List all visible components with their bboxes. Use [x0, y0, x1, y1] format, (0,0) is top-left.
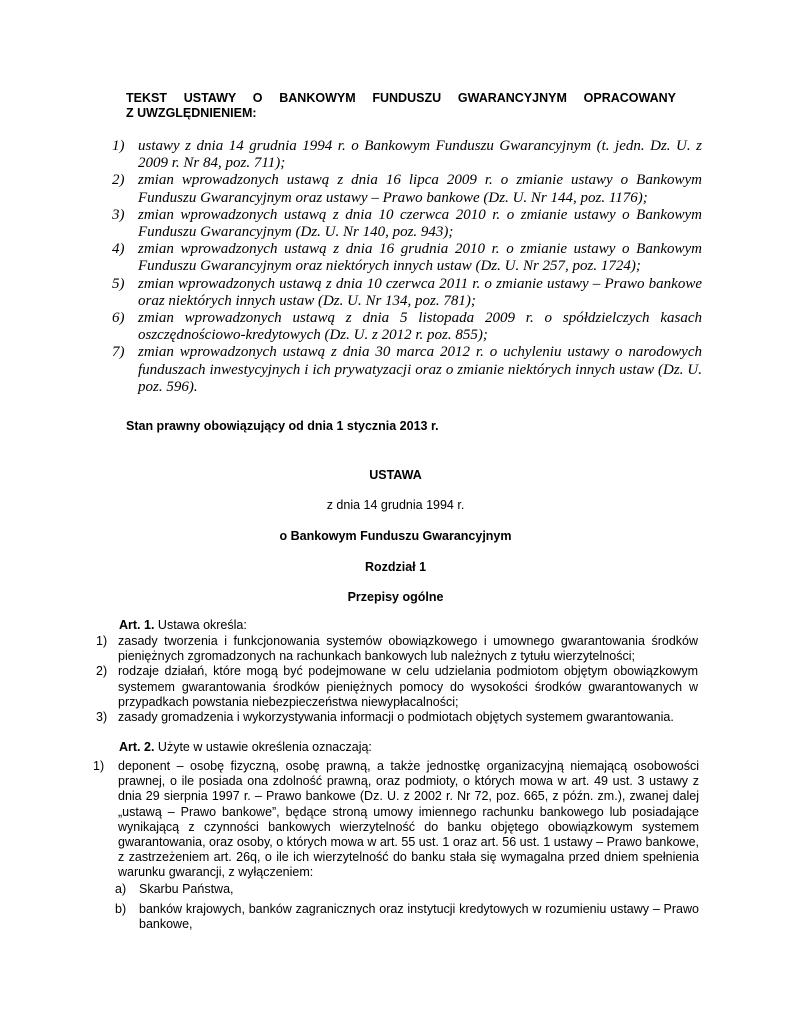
chapter-title: Przepisy ogólne [347, 590, 444, 604]
chapter-number: Rozdział 1 [364, 560, 427, 574]
article-2-intro-text: Użyte w ustawie określenia oznaczają: [154, 740, 372, 754]
amendment-number: 3) [112, 206, 125, 223]
amendment-number: 4) [112, 241, 125, 258]
amendment-number: 2) [112, 172, 125, 189]
article-1-label: Art. 1. [119, 618, 155, 632]
document-header-line-2: Z UWZGLĘDNIENIEM: [126, 106, 257, 120]
article-1-item [96, 664, 698, 710]
item-text: rodzaje działań, które mogą być podejmowane w celu udzielania podmiotom objętym obowiązkowym systemem gwarantowania środków pieniężnych pomocy do wysokości środków gwarantowanych w przypadkach powstania niebezpieczeństwa niewypłacalności; [118, 664, 698, 709]
amendment-item [112, 172, 702, 206]
act-title: USTAWA [369, 468, 422, 482]
subitem-letter: b) [115, 902, 127, 916]
article-2-intro [119, 740, 372, 754]
amendment-text: zmian wprowadzonych ustawą z dnia 5 listopada 2009 r. o spółdzielczych kasach oszczędnościowo-kredytowych (Dz. U. z 2012 r. poz. 855); [138, 310, 702, 344]
legal-state-note: Stan prawny obowiązujący od dnia 1 stycznia 2013 r. [126, 419, 439, 433]
amendment-text: zmian wprowadzonych ustawą z dnia 16 grudnia 2010 r. o zmianie ustawy o Bankowym Funduszu Gwarancyjnym oraz niektórych innych ustaw (Dz. U. Nr 257, poz. 1724); [138, 241, 702, 275]
subitem-text: Skarbu Państwa, [139, 882, 234, 896]
article-1-item [96, 634, 698, 664]
article-2-subitem-b [115, 902, 699, 932]
amendment-text: zmian wprowadzonych ustawą z dnia 30 marca 2012 r. o uchyleniu ustawy o narodowych funduszach inwestycyjnych i ich prywatyzacji oraz o zmianie niektórych innych ustaw (Dz. U. poz. 596). [138, 344, 702, 395]
act-date: z dnia 14 grudnia 1994 r. [326, 498, 465, 512]
article-2-subitem [115, 882, 699, 897]
article-2-subitem-a [115, 882, 699, 897]
item-number: 3) [96, 710, 108, 725]
item-text: zasady tworzenia i funkcjonowania systemów obowiązkowego i umownego gwarantowania środków pieniężnych zgromadzonych na rachunkach bankowych lub należnych z tytułu wierzytelności; [118, 634, 698, 664]
item-text: zasady gromadzenia i wykorzystywania informacji o podmiotach objętych systemem gwarantowania. [118, 710, 674, 725]
article-1-item [96, 710, 698, 725]
article-2-subitem [115, 902, 699, 932]
article-1-list [96, 634, 698, 725]
amendment-item [112, 207, 702, 241]
amendments-list [112, 138, 702, 396]
article-1-intro [119, 618, 247, 632]
item-number: 1) [93, 759, 105, 773]
amendment-item [112, 138, 702, 172]
amendment-number: 1) [112, 138, 125, 154]
subitem-text: banków krajowych, banków zagranicznych oraz instytucji kredytowych w rozumieniu ustawy – Prawo bankowe, [139, 902, 699, 932]
amendment-number: 5) [112, 275, 125, 292]
amendment-item [112, 241, 702, 275]
amendment-item [112, 276, 702, 310]
item-text: deponent – osobę fizyczną, osobę prawną, a także jednostkę organizacyjną niemającą osobowości prawnej, o ile posiada ona zdolność prawną, oraz podmioty, o których mowa w art. 49 ust. 3 ustawy z dnia 29 sierpnia 1997 r. – Prawo bankowe (Dz. U. z 2002 r. Nr 72, poz. 665, z późn. zm.), zwanej dalej „ustawą – Prawo bankowe”, będące stroną umowy imiennego rachunku bankowego lub posiadające wynikającą z czynności bankowych wierzytelność do banku objętego obowiązkowym systemem gwarantowania, oraz osoby, o których mowa w art. 55 ust. 1 oraz art. 56 ust. 1 ustawy – Prawo bankowe, z zastrzeżeniem art. 26q, o ile ich wierzytelność do banku stała się wymagalna przed dniem spełnienia warunku gwarancji, z wyłączeniem: [118, 759, 699, 880]
subitem-letter: a) [115, 882, 127, 896]
amendment-item [112, 344, 702, 396]
article-2-label: Art. 2. [119, 740, 155, 754]
amendment-text: zmian wprowadzonych ustawą z dnia 16 lipca 2009 r. o zmianie ustawy o Bankowym Funduszu Gwarancyjnym oraz ustawy – Prawo bankowe (Dz. U. Nr 144, poz. 1176); [138, 172, 702, 206]
item-number: 1) [96, 634, 108, 648]
article-2-item [93, 759, 699, 881]
act-subject: o Bankowym Funduszu Gwarancyjnym [279, 529, 512, 543]
amendment-number: 7) [112, 344, 125, 361]
item-number: 2) [96, 664, 108, 679]
amendment-item [112, 310, 702, 344]
article-2-list [93, 759, 699, 881]
amendment-text: zmian wprowadzonych ustawą z dnia 10 czerwca 2011 r. o zmianie ustawy – Prawo bankowe oraz niektórych innych ustaw (Dz. U. Nr 134, poz. 781); [138, 275, 702, 309]
document-header-line-1: TEKST USTAWY O BANKOWYM FUNDUSZU GWARANCYJNYM OPRACOWANY [126, 91, 676, 105]
amendment-text: ustawy z dnia 14 grudnia 1994 r. o Bankowym Funduszu Gwarancyjnym (t. jedn. Dz. U. z 2009 r. Nr 84, poz. 711); [138, 138, 702, 172]
amendment-text: zmian wprowadzonych ustawą z dnia 10 czerwca 2010 r. o zmianie ustawy o Bankowym Funduszu Gwarancyjnym (Dz. U. Nr 140, poz. 943); [138, 206, 702, 241]
amendment-number: 6) [112, 310, 125, 327]
article-1-intro-text: Ustawa określa: [154, 618, 247, 632]
